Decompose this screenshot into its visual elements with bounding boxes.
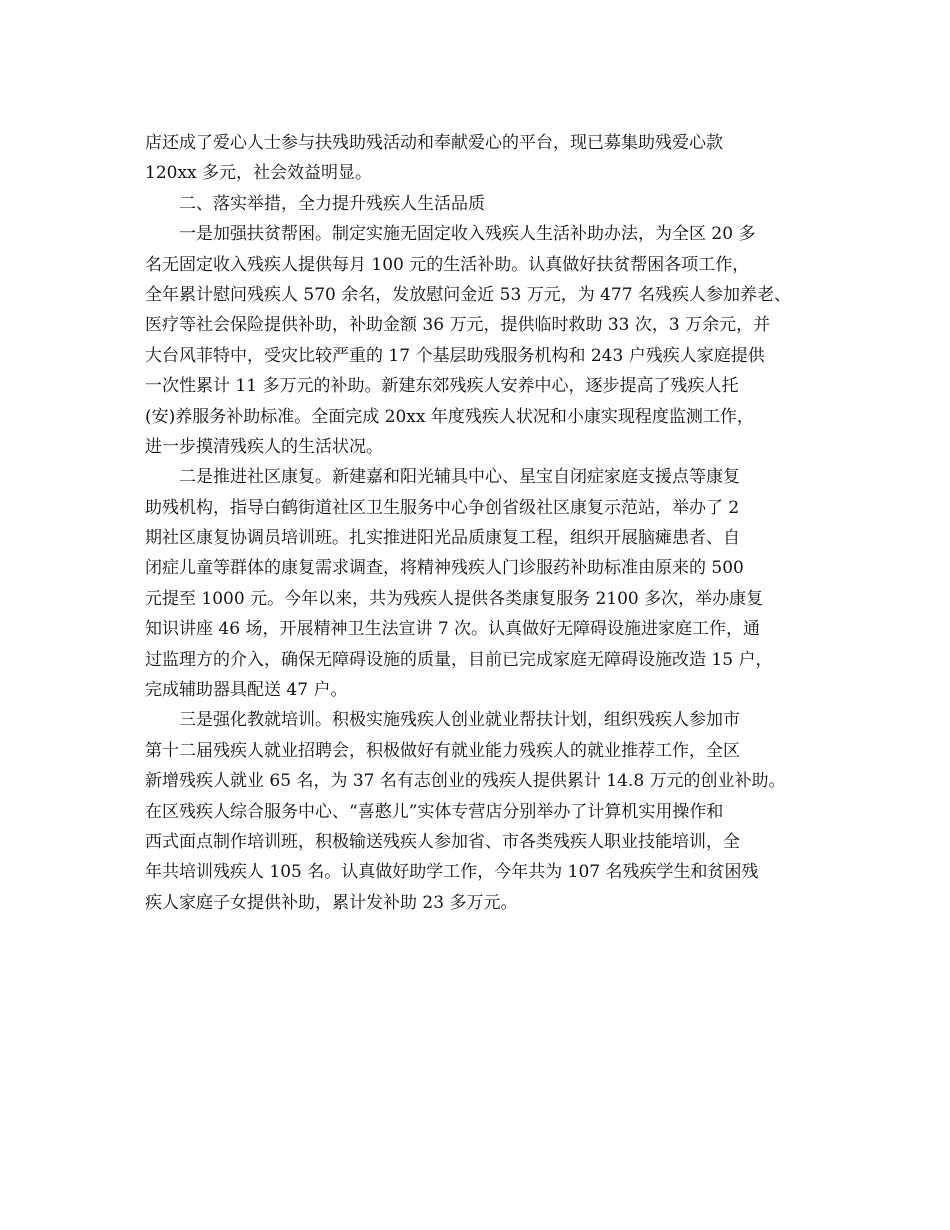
text-line: 大台风菲特中，受灾比较严重的 17 个基层助残服务机构和 243 户残疾人家庭提供: [145, 345, 765, 366]
text-line: 西式面点制作培训班，积极输送残疾人参加省、市各类残疾人职业技能培训，全: [145, 831, 740, 852]
text-line: 完成辅助器具配送 47 户。: [145, 680, 348, 701]
text-line: 店还成了爱心人士参与扶残助残活动和奉献爱心的平台，现已募集助残爱心款: [145, 133, 723, 153]
text-line: 进一步摸清残疾人的生活状况。: [145, 436, 383, 457]
text-line: 在区残疾人综合服务中心、“喜憨儿”实体专营店分别举办了计算机实用操作和: [145, 801, 724, 822]
text-line: 一是加强扶贫帮困。制定实施无固定收入残疾人生活补助办法，为全区 20 多: [179, 224, 756, 245]
text-line: 过监理方的介入，确保无障碍设施的质量，目前已完成家庭无障碍设施改造 15 户，: [145, 649, 773, 670]
document-body: [145, 128, 825, 918]
text-line: 知识讲座 46 场，开展精神卫生法宣讲 7 次。认真做好无障碍设施进家庭工作，通: [145, 619, 761, 640]
paragraph: [145, 462, 825, 705]
paragraph: [145, 128, 825, 189]
text-line: 全年累计慰问残疾人 570 余名，发放慰问金近 53 万元，为 477 名残疾人参加养老、: [145, 284, 791, 305]
text-line: 一次性累计 11 多万元的补助。新建东郊残疾人安养中心，逐步提高了残疾人托: [145, 376, 739, 397]
text-line: 医疗等社会保险提供补助，补助金额 36 万元，提供临时救助 33 次，3 万余元，并: [145, 315, 771, 336]
text-line: 疾人家庭子女提供补助，累计发补助 23 多万元。: [145, 892, 518, 913]
text-line: 助残机构，指导白鹤街道社区卫生服务中心争创省级社区康复示范站，举办了 2: [145, 497, 740, 518]
text-line: 名无固定收入残疾人提供每月 100 元的生活补助。认真做好扶贫帮困各项工作，: [145, 254, 750, 275]
text-line: 三是强化教就培训。积极实施残疾人创业就业帮扶计划，组织残疾人参加市: [179, 710, 740, 731]
text-line: 二、落实举措，全力提升残疾人生活品质: [179, 193, 485, 214]
text-line: 期社区康复协调员培训班。扎实推进阳光品质康复工程，组织开展脑瘫患者、自: [145, 528, 740, 549]
paragraph: [145, 219, 825, 462]
text-line: 年共培训残疾人 105 名。认真做好助学工作，今年共为 107 名残疾学生和贫困残: [145, 862, 759, 883]
paragraph: [145, 705, 825, 918]
text-line: 二是推进社区康复。新建嘉和阳光辅具中心、星宝自闭症家庭支援点等康复: [179, 467, 740, 488]
paragraph: [145, 189, 825, 219]
text-line: 120xx 多元，社会效益明显。: [145, 163, 373, 184]
text-line: (安)养服务补助标准。全面完成 20xx 年度残疾人状况和小康实现程度监测工作，: [145, 406, 754, 427]
text-line: 新增残疾人就业 65 名，为 37 名有志创业的残疾人提供累计 14.8 万元的创业补助。: [145, 771, 786, 792]
text-line: 第十二届残疾人就业招聘会，积极做好有就业能力残疾人的就业推荐工作，全区: [145, 740, 740, 761]
text-line: 闭症儿童等群体的康复需求调查，将精神残疾人门诊服药补助标准由原来的 500: [145, 558, 744, 579]
text-line: 元提至 1000 元。今年以来，共为残疾人提供各类康复服务 2100 多次，举办康复: [145, 588, 764, 609]
